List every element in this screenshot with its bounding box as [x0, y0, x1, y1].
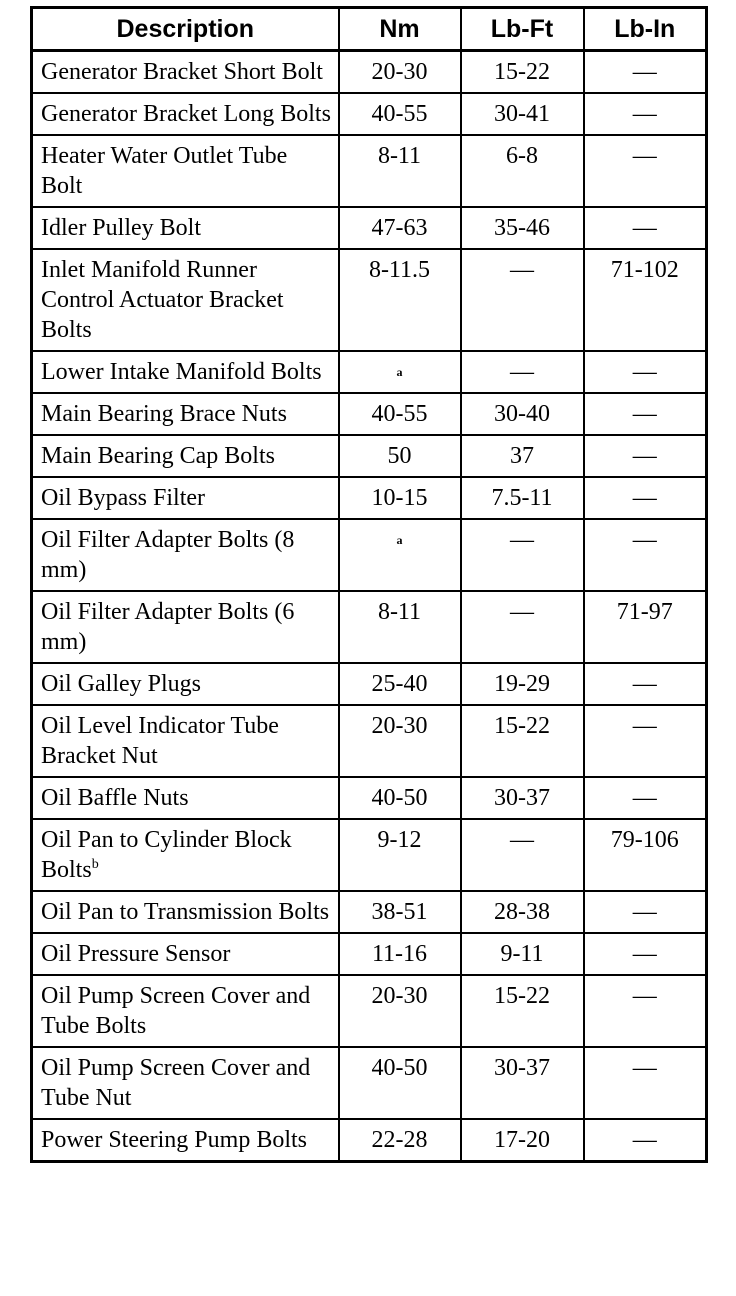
- cell-lb-in: —: [584, 51, 707, 94]
- cell-lb-ft: 15-22: [461, 705, 584, 777]
- cell-nm: 22-28: [339, 1119, 461, 1162]
- table-body: [32, 51, 707, 1162]
- table-row: [32, 705, 707, 777]
- cell-lb-ft: 17-20: [461, 1119, 584, 1162]
- cell-lb-in: —: [584, 477, 707, 519]
- table-row: [32, 933, 707, 975]
- cell-nm-footnote: a: [339, 351, 461, 393]
- cell-nm: 50: [339, 435, 461, 477]
- cell-lb-in: —: [584, 135, 707, 207]
- cell-description: Inlet Manifold Runner Control Actuator Bracket Bolts: [32, 249, 339, 351]
- cell-lb-in: —: [584, 933, 707, 975]
- cell-nm: 25-40: [339, 663, 461, 705]
- cell-nm-footnote: a: [339, 519, 461, 591]
- cell-nm: 20-30: [339, 975, 461, 1047]
- table-row: [32, 207, 707, 249]
- cell-lb-in: —: [584, 663, 707, 705]
- cell-lb-in: —: [584, 891, 707, 933]
- description-text: Oil Pan to Cylinder Block Bolts: [41, 827, 292, 883]
- cell-lb-ft: 30-37: [461, 1047, 584, 1119]
- table-row: [32, 891, 707, 933]
- cell-lb-ft: 15-22: [461, 51, 584, 94]
- footnote-marker: b: [91, 857, 99, 872]
- cell-lb-ft: 30-40: [461, 393, 584, 435]
- header-description: Description: [32, 8, 339, 51]
- cell-description: Oil Pan to Transmission Bolts: [32, 891, 339, 933]
- table-row: [32, 93, 707, 135]
- cell-lb-in: —: [584, 705, 707, 777]
- cell-lb-in: —: [584, 93, 707, 135]
- cell-lb-in: —: [584, 393, 707, 435]
- cell-lb-in: 79-106: [584, 819, 707, 891]
- cell-description: Main Bearing Cap Bolts: [32, 435, 339, 477]
- cell-lb-ft: 19-29: [461, 663, 584, 705]
- table-row: [32, 351, 707, 393]
- cell-nm: 20-30: [339, 705, 461, 777]
- cell-nm: 8-11: [339, 591, 461, 663]
- cell-description: Oil Bypass Filter: [32, 477, 339, 519]
- table-row: [32, 777, 707, 819]
- cell-nm: 40-55: [339, 93, 461, 135]
- table-row: [32, 819, 707, 891]
- table-row: [32, 249, 707, 351]
- cell-lb-ft: —: [461, 249, 584, 351]
- cell-lb-in: —: [584, 975, 707, 1047]
- cell-description: Oil Level Indicator Tube Bracket Nut: [32, 705, 339, 777]
- table-row: [32, 393, 707, 435]
- cell-lb-ft: 35-46: [461, 207, 584, 249]
- cell-nm: 8-11.5: [339, 249, 461, 351]
- cell-description: Oil Filter Adapter Bolts (8 mm): [32, 519, 339, 591]
- cell-nm: 38-51: [339, 891, 461, 933]
- cell-nm: 20-30: [339, 51, 461, 94]
- cell-description: Generator Bracket Short Bolt: [32, 51, 339, 94]
- cell-lb-in: —: [584, 351, 707, 393]
- table-row: [32, 477, 707, 519]
- cell-lb-ft: —: [461, 591, 584, 663]
- cell-lb-ft: 30-41: [461, 93, 584, 135]
- table-row: [32, 591, 707, 663]
- header-row: [32, 8, 707, 51]
- cell-nm: 40-50: [339, 1047, 461, 1119]
- cell-description: Oil Pump Screen Cover and Tube Nut: [32, 1047, 339, 1119]
- cell-nm: 10-15: [339, 477, 461, 519]
- cell-nm: 8-11: [339, 135, 461, 207]
- cell-lb-ft: —: [461, 819, 584, 891]
- header-lb-ft: Lb-Ft: [461, 8, 584, 51]
- cell-description: Heater Water Outlet Tube Bolt: [32, 135, 339, 207]
- torque-spec-table: [30, 6, 708, 1163]
- cell-nm: 47-63: [339, 207, 461, 249]
- cell-lb-in: —: [584, 435, 707, 477]
- table-row: [32, 51, 707, 94]
- cell-description: Oil Baffle Nuts: [32, 777, 339, 819]
- cell-description: Oil Pump Screen Cover and Tube Bolts: [32, 975, 339, 1047]
- cell-description: Lower Intake Manifold Bolts: [32, 351, 339, 393]
- cell-lb-in: —: [584, 777, 707, 819]
- cell-lb-in: 71-97: [584, 591, 707, 663]
- cell-nm: 40-50: [339, 777, 461, 819]
- cell-lb-in: —: [584, 1047, 707, 1119]
- cell-lb-ft: 30-37: [461, 777, 584, 819]
- cell-lb-in: —: [584, 1119, 707, 1162]
- cell-lb-ft: —: [461, 351, 584, 393]
- table-row: [32, 435, 707, 477]
- table-row: [32, 1119, 707, 1162]
- cell-description: Oil Galley Plugs: [32, 663, 339, 705]
- cell-description: Oil Pressure Sensor: [32, 933, 339, 975]
- cell-lb-ft: 9-11: [461, 933, 584, 975]
- table-row: [32, 519, 707, 591]
- cell-nm: 40-55: [339, 393, 461, 435]
- table-row: [32, 975, 707, 1047]
- cell-nm: 9-12: [339, 819, 461, 891]
- table-row: [32, 1047, 707, 1119]
- header-nm: Nm: [339, 8, 461, 51]
- cell-lb-ft: 15-22: [461, 975, 584, 1047]
- cell-description: Idler Pulley Bolt: [32, 207, 339, 249]
- table-row: [32, 135, 707, 207]
- cell-lb-in: 71-102: [584, 249, 707, 351]
- cell-description: Main Bearing Brace Nuts: [32, 393, 339, 435]
- header-lb-in: Lb-In: [584, 8, 707, 51]
- table-row: [32, 663, 707, 705]
- table-header: [32, 8, 707, 51]
- cell-lb-in: —: [584, 519, 707, 591]
- cell-description: Power Steering Pump Bolts: [32, 1119, 339, 1162]
- cell-lb-ft: 7.5-11: [461, 477, 584, 519]
- cell-nm: 11-16: [339, 933, 461, 975]
- cell-description: Generator Bracket Long Bolts: [32, 93, 339, 135]
- cell-description: Oil Filter Adapter Bolts (6 mm): [32, 591, 339, 663]
- cell-description: [32, 819, 339, 891]
- cell-lb-ft: 6-8: [461, 135, 584, 207]
- cell-lb-ft: —: [461, 519, 584, 591]
- cell-lb-in: —: [584, 207, 707, 249]
- cell-lb-ft: 37: [461, 435, 584, 477]
- cell-lb-ft: 28-38: [461, 891, 584, 933]
